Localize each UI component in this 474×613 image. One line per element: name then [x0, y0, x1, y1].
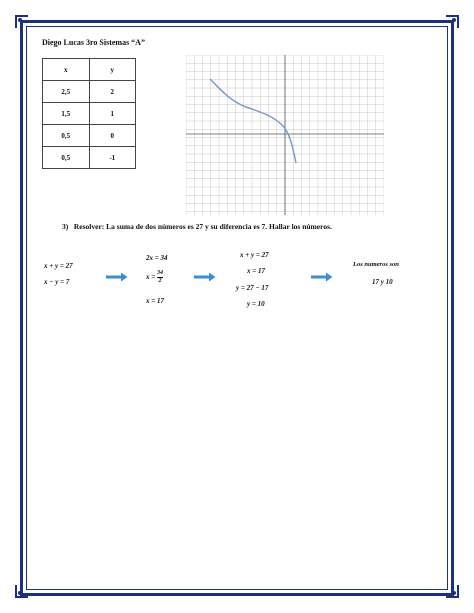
corner-ornament-icon [15, 15, 29, 29]
step3-eq2: x = 17 [247, 267, 265, 275]
right-arrow-icon [311, 272, 333, 282]
fraction-denominator: 2 [158, 278, 162, 284]
table-row [43, 81, 136, 103]
table-cell: 2,5 [43, 81, 90, 103]
table-header-row [43, 59, 136, 81]
table-header-x: x [43, 59, 90, 81]
corner-ornament-icon [445, 584, 459, 598]
result-values: 17 y 10 [372, 278, 393, 286]
table-cell: 1 [89, 103, 135, 125]
table-cell: 0,5 [43, 125, 90, 147]
task-text: Resolver: La suma de dos números es 27 y su diferencia es 7. Hallar los números. [73, 222, 332, 231]
table-row [43, 103, 136, 125]
table-cell: 0 [89, 125, 135, 147]
table-cell: 0,5 [43, 147, 90, 169]
step2-eq3: x = 17 [146, 297, 164, 305]
xy-value-table [42, 58, 136, 169]
function-graph [186, 55, 384, 215]
document-title: Diego Lucas 3ro Sistemas “A” [42, 38, 145, 47]
step2-eq1: 2x = 34 [146, 254, 168, 262]
table-cell: 2 [89, 81, 135, 103]
step1-eq2: x − y = 7 [44, 278, 70, 286]
task-statement [62, 222, 332, 231]
corner-ornament-icon [15, 584, 29, 598]
table-row [43, 125, 136, 147]
result-label: Los numeros son [353, 261, 399, 268]
step1-eq1: x + y = 27 [44, 262, 73, 270]
right-arrow-icon [194, 272, 216, 282]
right-arrow-icon [106, 272, 128, 282]
table-cell: -1 [89, 147, 135, 169]
table-header-y: y [89, 59, 135, 81]
step3-eq3: y = 27 − 17 [236, 284, 269, 292]
task-number: 3) [62, 222, 69, 231]
step2-eq2 [146, 270, 163, 285]
table-cell: 1,5 [43, 103, 90, 125]
step2-eq2-prefix: x = [146, 273, 156, 282]
table-row [43, 147, 136, 169]
step3-eq4: y = 10 [247, 300, 265, 308]
fraction-numerator: 34 [157, 270, 163, 276]
corner-ornament-icon [445, 15, 459, 29]
step3-eq1: x + y = 27 [240, 251, 269, 259]
fraction [157, 270, 163, 285]
